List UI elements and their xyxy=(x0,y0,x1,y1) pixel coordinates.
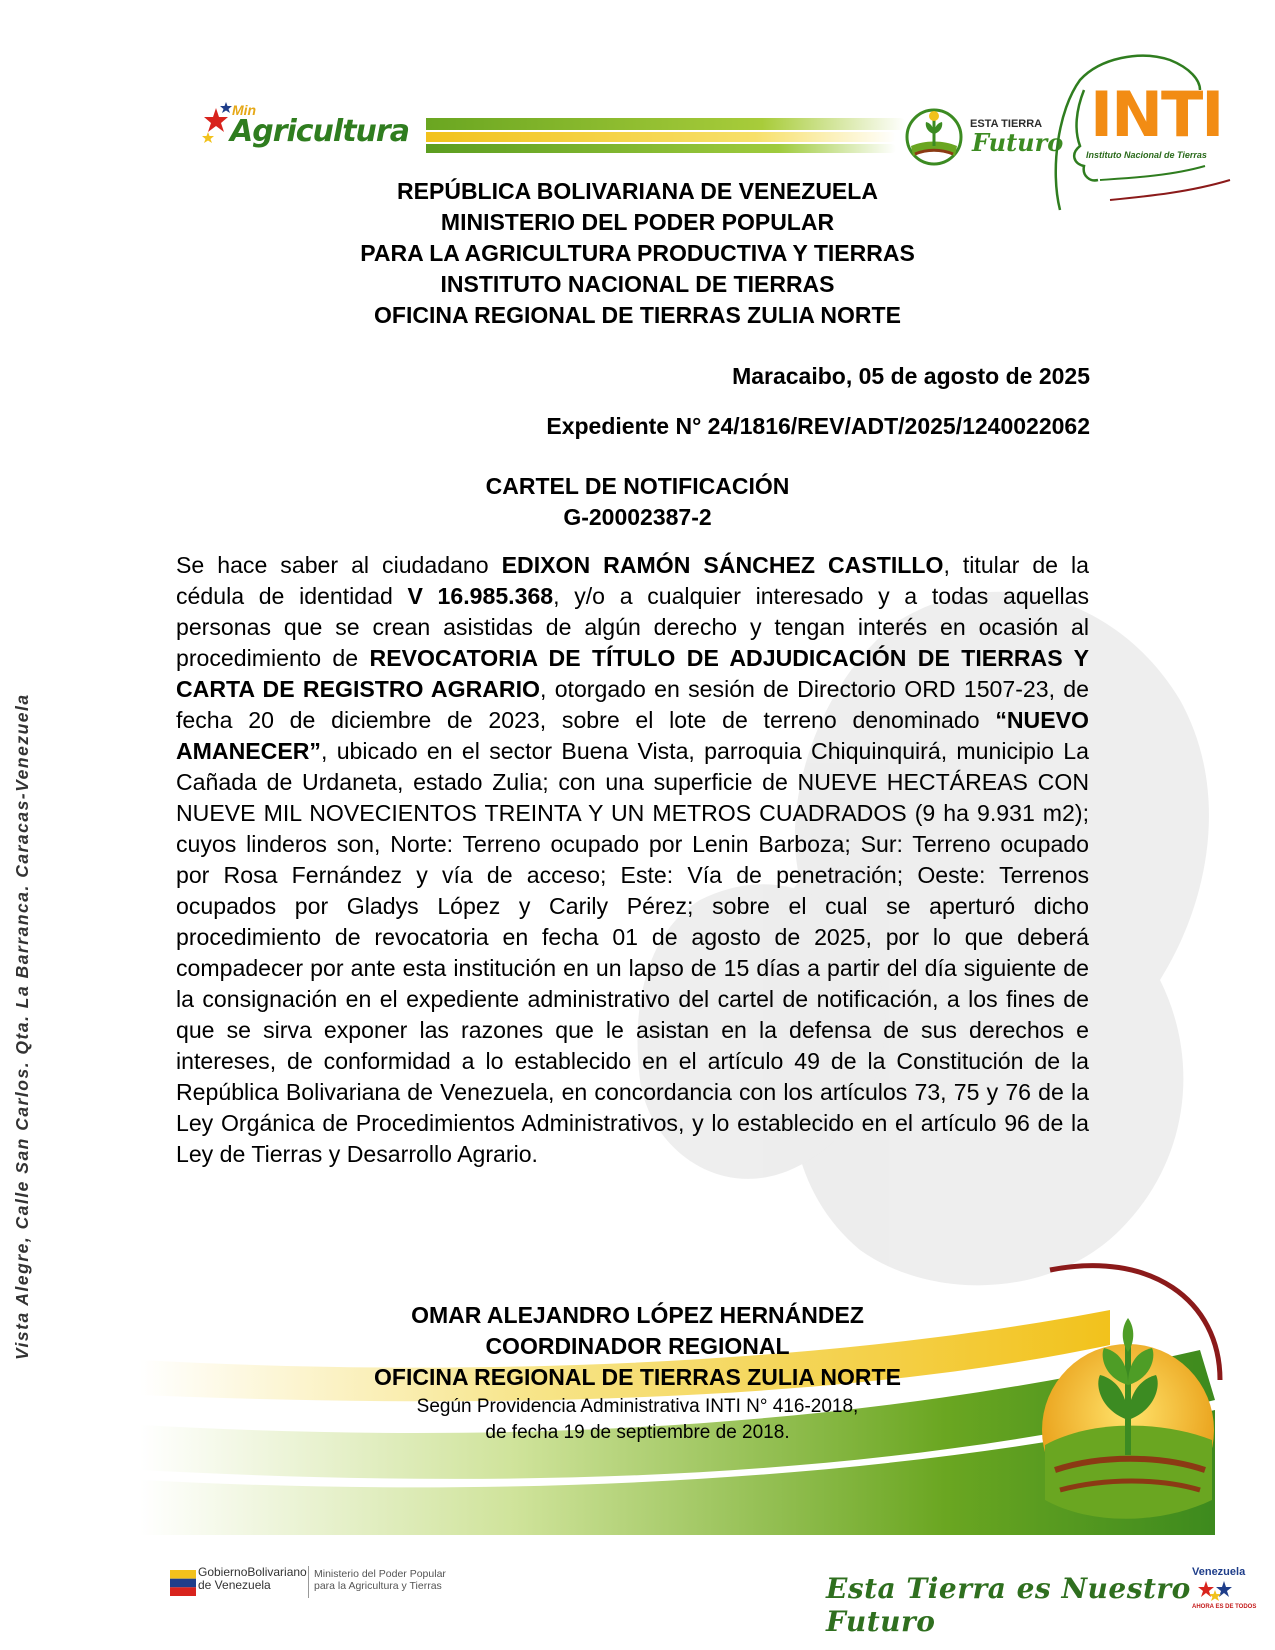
document-code: G-20002387-2 xyxy=(563,504,712,530)
minagri-min-text: Min xyxy=(232,102,257,118)
signatory-office: OFICINA REGIONAL DE TIERRAS ZULIA NORTE xyxy=(374,1364,901,1390)
venezuela-logo-text: Venezuela xyxy=(1192,1566,1246,1578)
body-text-3: , y/o a cualquier interesado y a todas aquellas personas que se crean asistidas de algún derecho y tengan interés en ocasión al procedimiento de xyxy=(176,583,1090,671)
futuro-text: Futuro xyxy=(972,128,1064,157)
venezuela-flag-icon xyxy=(170,1570,196,1596)
minagricultura-logo xyxy=(200,88,430,158)
inti-logo-subtitle: Instituto Nacional de Tierras xyxy=(1086,150,1207,160)
inti-logo-text: INTI xyxy=(1090,78,1223,151)
venezuela-logo-subtitle: AHORA ES DE TODOS xyxy=(1192,1604,1257,1610)
signatory-role: COORDINADOR REGIONAL xyxy=(485,1333,790,1359)
header-line-3: PARA LA AGRICULTURA PRODUCTIVA Y TIERRAS xyxy=(360,240,915,266)
min-line-1: Ministerio del Poder Popular xyxy=(314,1568,446,1580)
footer-slogan: Esta Tierra es Nuestro Futuro xyxy=(826,1572,1191,1638)
header-line-1: REPÚBLICA BOLIVARIANA DE VENEZUELA xyxy=(397,178,878,204)
body-text-5: , ubicado en el sector Buena Vista, parroquia Chiquinquirá, municipio La Cañada de Urdaneta, estado Zulia; con una superficie de NUEVE HECTÁREAS CON NUEVE MIL NOVECIENTOS TREINTA Y UN METROS CUADRADOS (9 ha 9.931 m2); cuyos linderos son, Norte: Terreno ocupado por Lenin Barboza; Sur: Terreno ocupado por Rosa Fernández y vía de acceso; Este: Vía de penetración; Oeste: Terrenos ocupados por Gladys López y Carily Pérez; sobre el cual se aperturó dicho procedimiento de revocatoria en fecha 01 de agosto de 2025, por lo que deberá compadecer por ante esta institución en un lapso de 15 días a partir del día siguiente de la consignación en el expediente administrativo del cartel de notificación, a los fines de que se sirva exponer las razones que le asistan en la defensa de sus derechos e intereses, de conformidad a lo establecido en el artículo 49 de la Constitución de la República Bolivariana de Venezuela, en concordancia con los artículos 73, 75 y 76 de la Ley Orgánica de Procedimientos Administrativos, y lo establecido en el artículo 96 de la Ley de Tierras y Desarrollo Agrario. xyxy=(176,738,1089,1167)
citizen-name: EDIXON RAMÓN SÁNCHEZ CASTILLO xyxy=(501,552,944,578)
esta-tierra-emblem-icon xyxy=(905,104,963,170)
body-text-1: Se hace saber al ciudadano xyxy=(176,552,502,578)
star-icon xyxy=(200,102,234,146)
signatory-note-2: de fecha 19 de septiembre de 2018. xyxy=(485,1422,790,1443)
body-text-2: , titular de la cédula de identidad xyxy=(176,552,1089,609)
gob-line-2: de Venezuela xyxy=(198,1578,271,1592)
side-address: Vista Alegre, Calle San Carlos. Qta. La Barranca. Caracas-Venezuela xyxy=(12,693,32,1360)
notification-body xyxy=(176,550,1089,1170)
document-title: CARTEL DE NOTIFICACIÓN xyxy=(485,473,790,499)
place-date: Maracaibo, 05 de agosto de 2025 xyxy=(732,363,1090,389)
citizen-id: V 16.985.368 xyxy=(407,583,554,609)
footer-separator xyxy=(308,1566,309,1598)
header-stripe-green xyxy=(426,118,906,130)
esta-tierra-text: ESTA TIERRA xyxy=(970,118,1043,130)
header-stripe-yellow xyxy=(426,132,896,142)
min-line-2: para la Agricultura y Tierras xyxy=(314,1580,442,1592)
lot-name: “NUEVO AMANECER” xyxy=(176,707,1089,764)
signatory-name: OMAR ALEJANDRO LÓPEZ HERNÁNDEZ xyxy=(411,1302,864,1328)
header-line-2: MINISTERIO DEL PODER POPULAR xyxy=(440,209,835,235)
body-text-4: , otorgado en sesión de Directorio ORD 1507-23, de fecha 20 de diciembre de 2023, sobre el lote de terreno denominado xyxy=(176,676,1089,733)
expediente-number: Expediente N° 24/1816/REV/ADT/2025/1240022062 xyxy=(546,413,1090,439)
minagri-main-text: Agricultura xyxy=(230,114,409,149)
signatory-note-1: Según Providencia Administrativa INTI N° 416-2018, xyxy=(416,1396,859,1417)
venezuela-logo xyxy=(1192,1566,1257,1612)
header-stripe-green-2 xyxy=(426,144,896,153)
star-icon xyxy=(1196,1578,1236,1604)
header-line-4: INSTITUTO NACIONAL DE TIERRAS xyxy=(440,271,835,297)
gob-line-1: GobiernoBolivariano xyxy=(198,1565,307,1579)
procedure-name: REVOCATORIA DE TÍTULO DE ADJUDICACIÓN DE TIERRAS Y CARTA DE REGISTRO AGRARIO xyxy=(176,645,1089,702)
header-line-5: OFICINA REGIONAL DE TIERRAS ZULIA NORTE xyxy=(374,302,901,328)
